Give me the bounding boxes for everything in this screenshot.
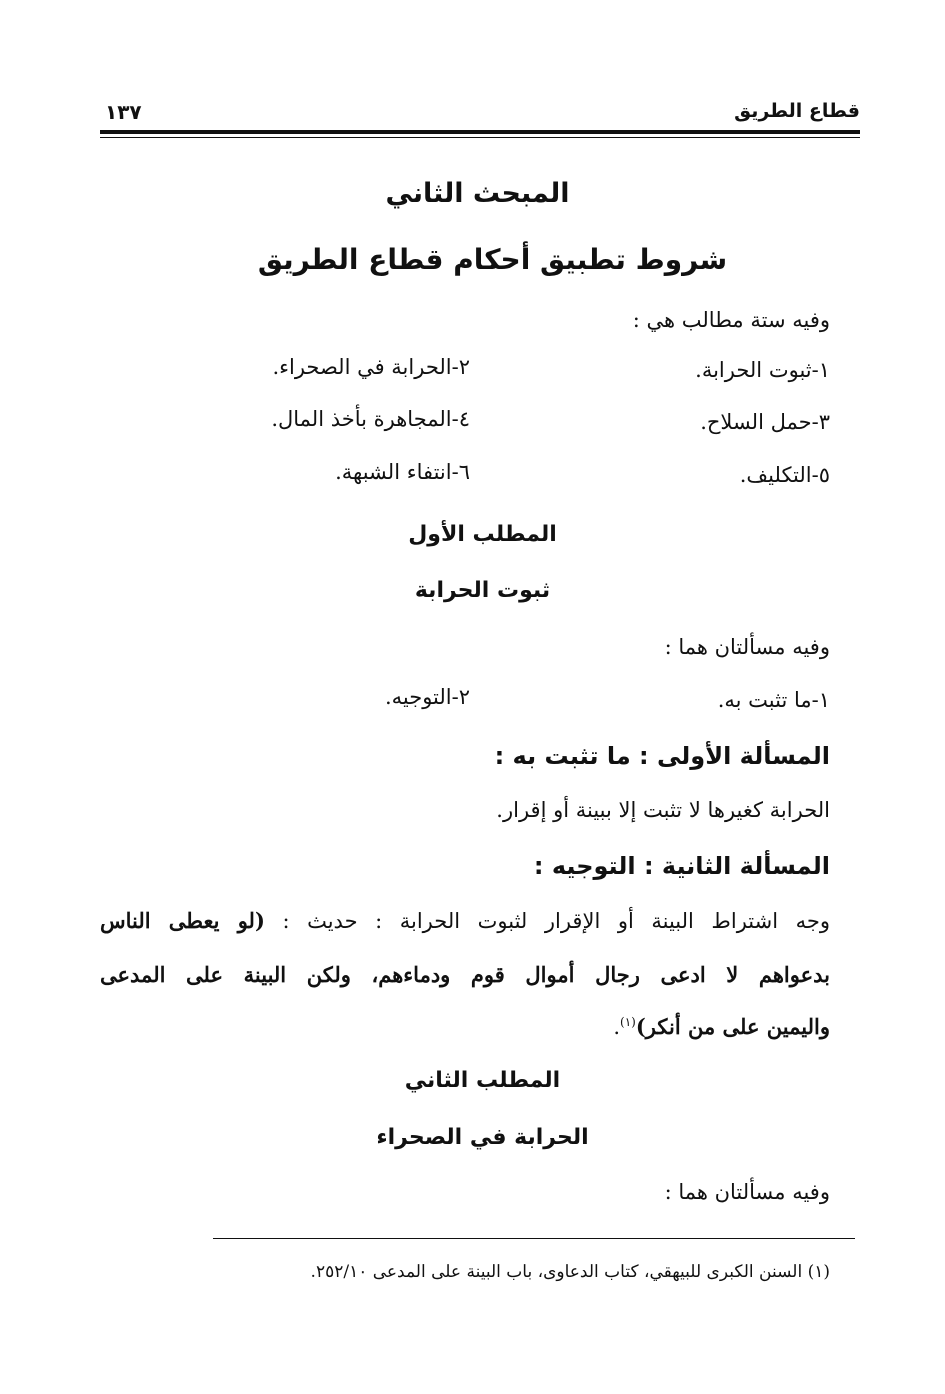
hadith-quote: واليمين على من أنكر) [635, 1014, 830, 1039]
issue2-text: وجه اشتراط البينة أو الإقرار لثبوت الحرابة : حديث : [282, 909, 830, 933]
hadith-quote-line: بدعواهم لا ادعى رجال أموال قوم ودماءهم، ولكن البينة على المدعى [100, 962, 830, 987]
issue2-paragraph-line [100, 908, 830, 933]
matlab1-intro: وفيه مسألتان هما : [664, 635, 830, 659]
matlab2-title: المطلب الثاني [404, 1068, 561, 1093]
list-item: ٤-المجاهرة بأخذ المال. [271, 407, 470, 431]
list-item: ٢-الحرابة في الصحراء. [272, 355, 470, 379]
list-item: ٣-حمل السلاح. [700, 410, 830, 434]
matlab2-subtitle: الحرابة في الصحراء [376, 1125, 589, 1150]
list-item: ١-ما تثبت به. [717, 688, 830, 712]
footnote: (١) السنن الكبرى للبيهقي، كتاب الدعاوى، باب البينة على المدعى ٢٥٢/١٠. [310, 1262, 830, 1282]
issue1-heading: المسألة الأولى : ما تثبت به : [494, 742, 830, 770]
hadith-quote: (لو يعطى الناس [100, 908, 265, 933]
running-title: قطاع الطريق [734, 100, 860, 122]
hadith-quote-end [613, 1014, 830, 1039]
matlab1-title: المطلب الأول [408, 522, 557, 547]
page-number: ١٣٧ [105, 100, 142, 124]
issue1-text: الحرابة كغيرها لا تثبت إلا ببينة أو إقرار. [496, 798, 830, 822]
section-title: المبحث الثاني [385, 178, 570, 209]
issue2-heading: المسألة الثانية : التوجيه : [533, 852, 830, 880]
sentence-end: . [613, 1015, 621, 1039]
section-subtitle: شروط تطبيق أحكام قطاع الطريق [257, 243, 728, 276]
list-item: ٢-التوجيه. [384, 685, 470, 709]
list-item: ١-ثبوت الحرابة. [695, 358, 830, 382]
header-rule [100, 130, 860, 134]
list-item: ٦-انتفاء الشبهة. [335, 460, 470, 484]
footnote-ref[interactable]: (١) [620, 1015, 636, 1029]
list-item: ٥-التكليف. [739, 463, 830, 487]
section-intro: وفيه ستة مطالب هي : [632, 308, 830, 332]
header-rule-thin [100, 137, 860, 138]
matlab2-intro: وفيه مسألتان هما : [664, 1180, 830, 1204]
footnote-rule [213, 1238, 855, 1239]
matlab1-subtitle: ثبوت الحرابة [414, 578, 551, 603]
